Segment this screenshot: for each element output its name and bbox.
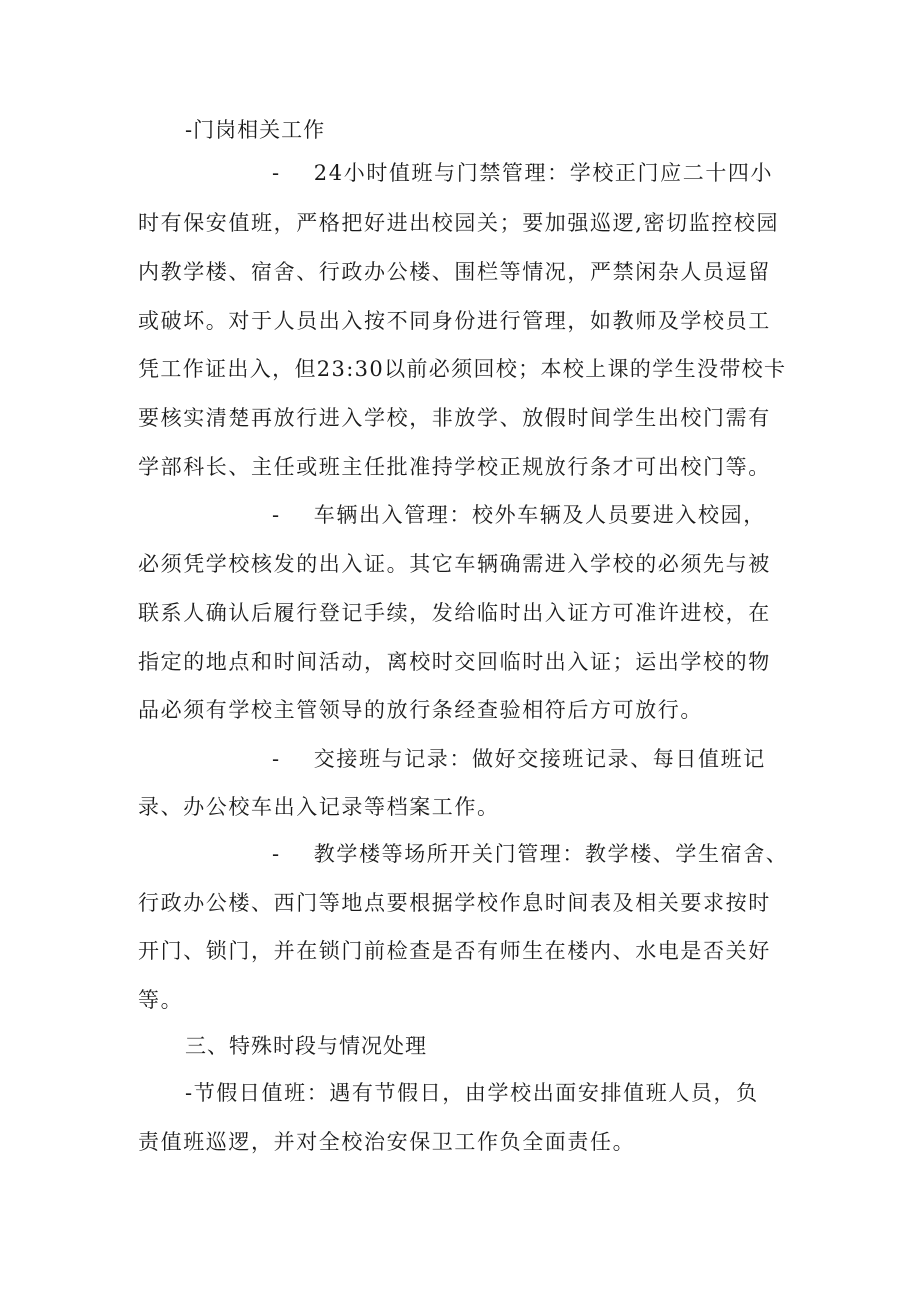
paragraph-line: 或破坏。对于人员出入按不同身份进行管理，如教师及学校员工 bbox=[138, 309, 771, 333]
paragraph-line: - 24小时值班与门禁管理：学校正门应二十四小 bbox=[272, 161, 774, 185]
paragraph-line: 录、办公校车出入记录等档案工作。 bbox=[138, 795, 500, 819]
paragraph-line: 品必须有学校主管领导的放行条经查验相符后方可放行。 bbox=[138, 698, 703, 722]
paragraph-line: 学部科长、主任或班主任批准持学校正规放行条才可出校门等。 bbox=[138, 455, 771, 479]
paragraph-line: 指定的地点和时间活动，离校时交回临时出入证；运出学校的物 bbox=[138, 650, 771, 674]
paragraph-line: 内教学楼、宿舍、行政办公楼、围栏等情况，严禁闲杂人员逗留 bbox=[138, 260, 771, 284]
paragraph-line: 责值班巡逻，并对全校治安保卫工作负全面责任。 bbox=[138, 1130, 636, 1154]
paragraph-line: - 车辆出入管理：校外车辆及人员要进入校园， bbox=[272, 503, 766, 527]
section-heading-gate-duties: -门岗相关工作 bbox=[185, 118, 326, 142]
paragraph-line: - 交接班与记录：做好交接班记录、每日值班记 bbox=[272, 747, 766, 771]
paragraph-line: 时有保安值班，严格把好进出校园关；要加强巡逻,密切监控校园 bbox=[138, 211, 780, 235]
section-heading-special-periods: 三、特殊时段与情况处理 bbox=[185, 1034, 427, 1058]
paragraph-line: 等。 bbox=[138, 988, 184, 1012]
paragraph-line: 凭工作证出入，但23:30以前必须回校；本校上课的学生没带校卡 bbox=[138, 357, 787, 381]
paragraph-line: 开门、锁门，并在锁门前检查是否有师生在楼内、水电是否关好 bbox=[138, 939, 771, 963]
paragraph-line: 行政办公楼、西门等地点要根据学校作息时间表及相关要求按时 bbox=[138, 891, 771, 915]
paragraph-line: 要核实清楚再放行进入学校，非放学、放假时间学生出校门需有 bbox=[138, 406, 771, 430]
paragraph-line: 联系人确认后履行登记手续，发给临时出入证方可准许进校，在 bbox=[138, 601, 771, 625]
paragraph-line: 必须凭学校核发的出入证。其它车辆确需进入学校的必须先与被 bbox=[138, 552, 771, 576]
paragraph-line: -节假日值班：遇有节假日，由学校出面安排值班人员，负 bbox=[185, 1081, 759, 1105]
paragraph-line: - 教学楼等场所开关门管理：教学楼、学生宿舍、 bbox=[272, 842, 789, 866]
